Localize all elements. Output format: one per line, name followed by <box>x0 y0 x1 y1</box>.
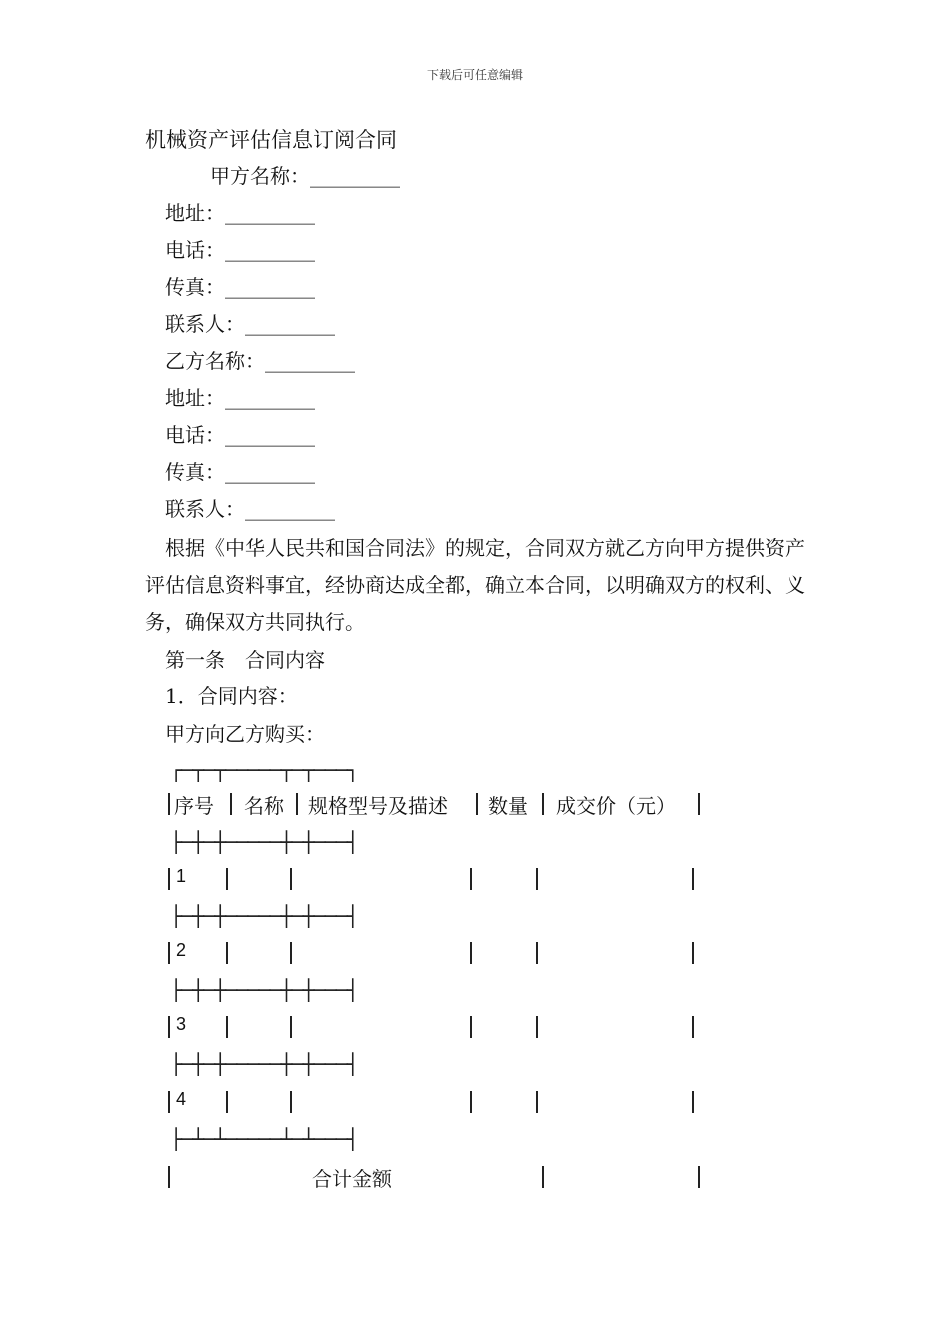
party-b-name: 乙方名称：_________ <box>165 349 355 373</box>
table-bottom-rule: ├─┴─┴─────┴─┴───┤ <box>170 1127 358 1151</box>
item-1-heading: 1．合同内容： <box>165 684 298 708</box>
table-rule: ├─┼─┼─────┼─┼───┤ <box>170 978 358 1002</box>
party-b-phone: 电话：_________ <box>165 423 315 447</box>
party-a-address: 地址：_________ <box>165 201 315 225</box>
header-cell-quantity: 数量 <box>488 794 528 818</box>
total-amount-label: 合计金额 <box>312 1167 392 1191</box>
party-a-contact: 联系人：_________ <box>165 312 335 336</box>
header-cell-name: 名称 <box>244 794 284 818</box>
header-cell-spec: 规格型号及描述 <box>308 794 448 818</box>
row-index: 2 <box>176 940 187 960</box>
party-b-contact: 联系人：_________ <box>165 497 335 521</box>
header-cell-price: 成交价（元） <box>556 794 676 818</box>
table-top-rule: ┌─┬─┬─────┬─┬───┐ <box>170 758 358 782</box>
intro-paragraph: 根据《中华人民共和国合同法》的规定，合同双方就乙方向甲方提供资产评估信息资料事宜，经协商达成全都，确立本合同，以明确双方的权利、义务，确保双方共同执行。 <box>145 536 805 634</box>
document-title: 机械资产评估信息订阅合同 <box>145 128 397 152</box>
purchase-line: 甲方向乙方购买： <box>165 722 325 746</box>
header-cell-index: 序号 <box>174 794 214 818</box>
party-a-fax: 传真：_________ <box>165 275 315 299</box>
row-index: 3 <box>176 1014 187 1034</box>
row-index: 4 <box>176 1089 187 1109</box>
party-a-name: 甲方名称：_________ <box>210 164 400 188</box>
table-rule: ├─┼─┼─────┼─┼───┤ <box>170 830 358 854</box>
table-rule: ├─┼─┼─────┼─┼───┤ <box>170 904 358 928</box>
article-1-heading: 第一条 合同内容 <box>165 648 325 672</box>
party-b-address: 地址：_________ <box>165 386 315 410</box>
row-index: 1 <box>176 866 187 886</box>
page-header: 下载后可任意编辑 <box>426 68 523 82</box>
party-a-phone: 电话：_________ <box>165 238 315 262</box>
party-b-fax: 传真：_________ <box>165 460 315 484</box>
table-rule: ├─┼─┼─────┼─┼───┤ <box>170 1052 358 1076</box>
